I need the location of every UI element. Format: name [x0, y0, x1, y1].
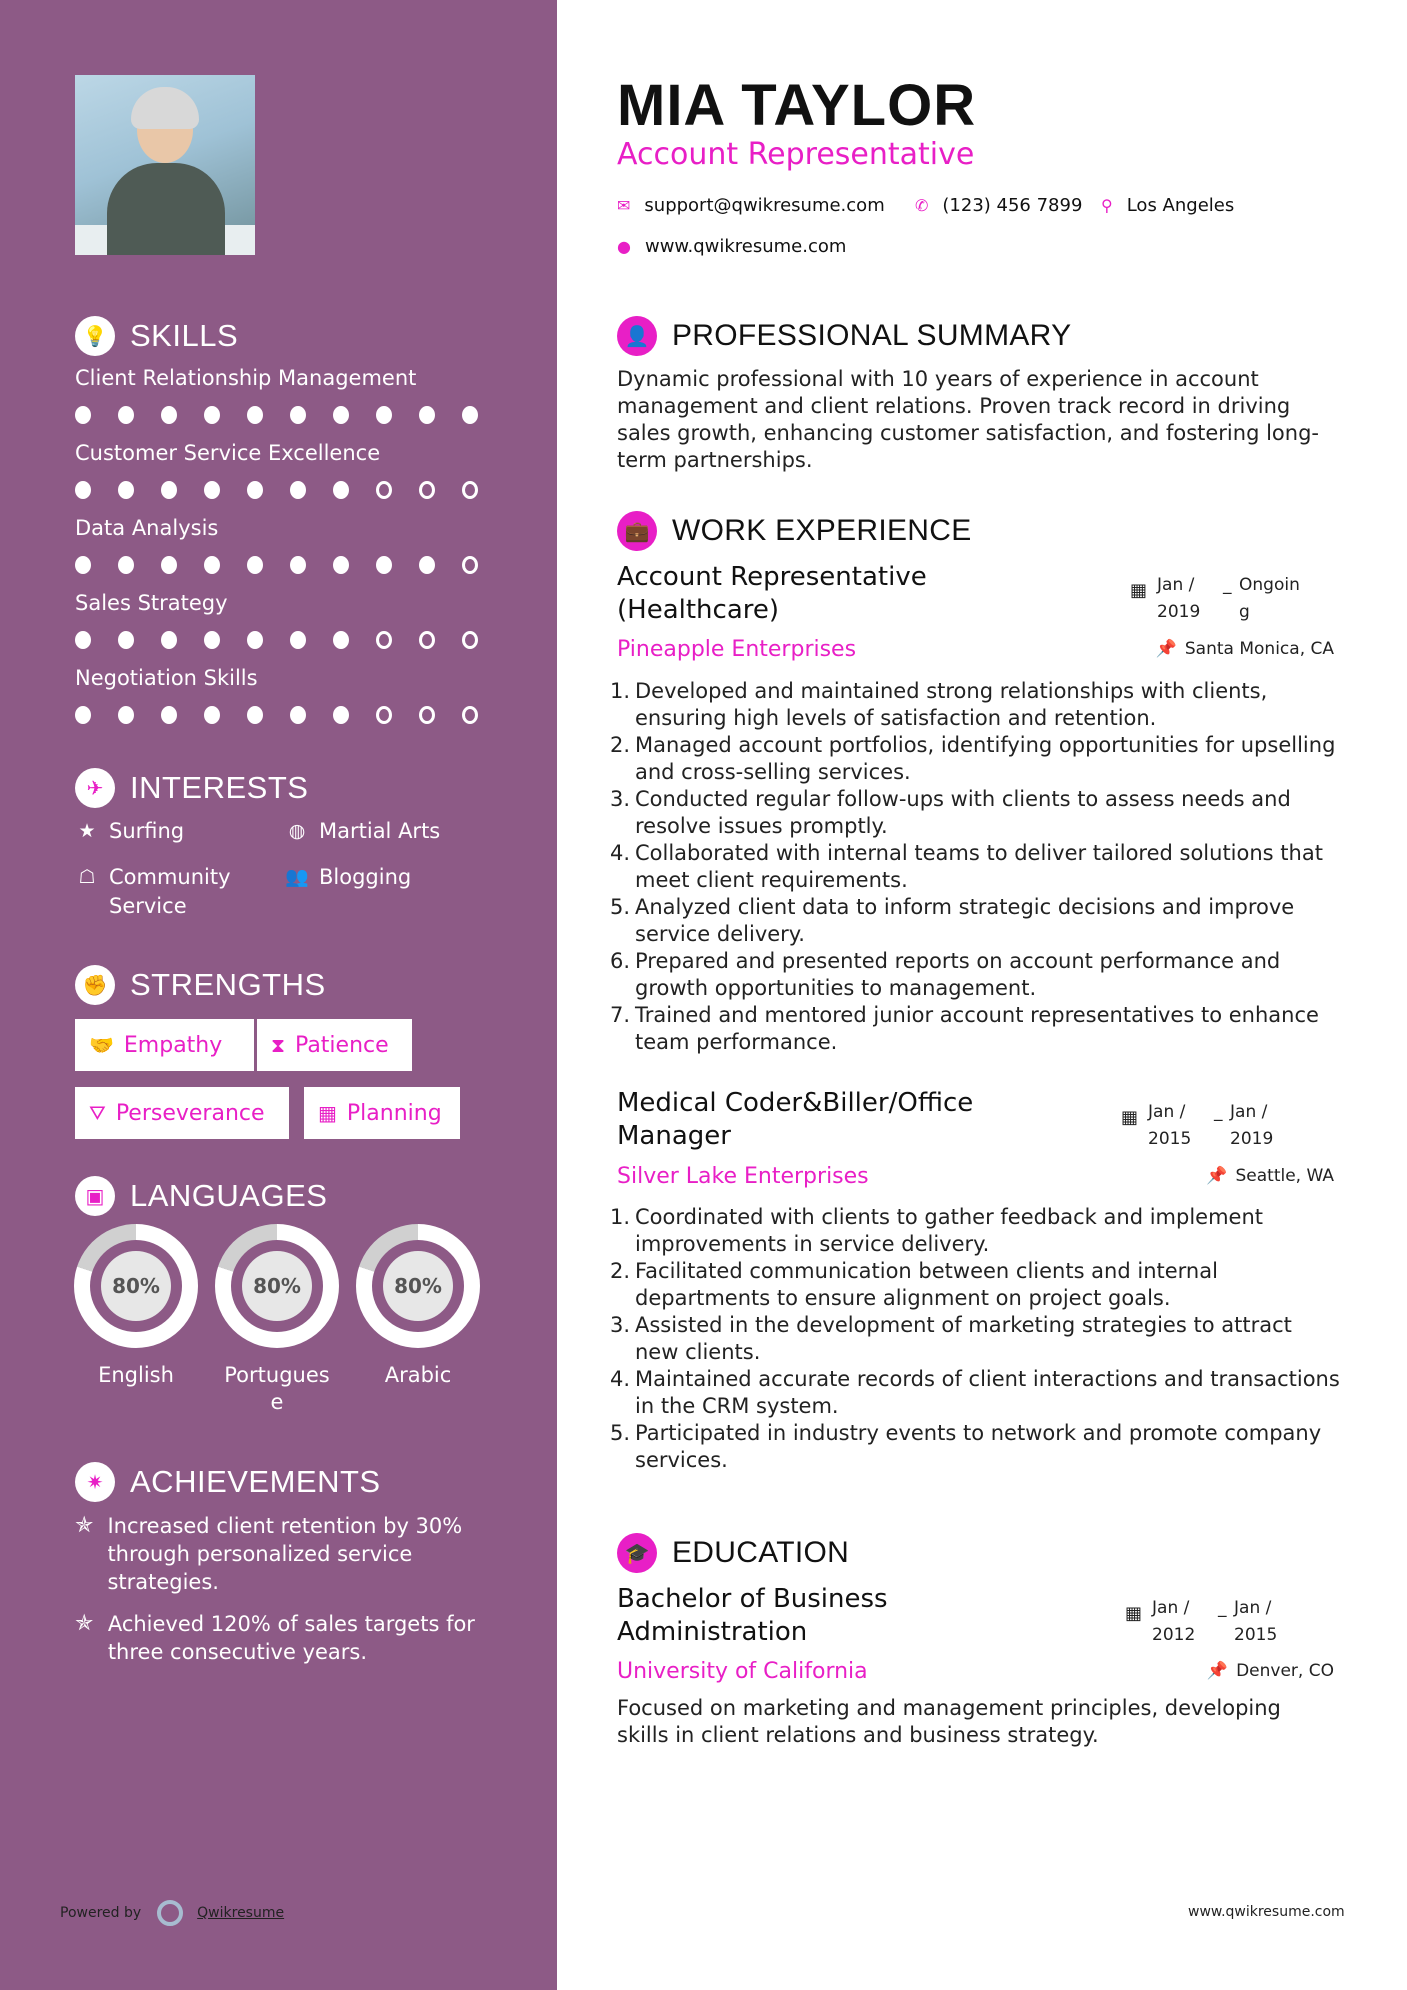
achievements-heading: ✷ ACHIEVEMENTS: [75, 1462, 381, 1502]
calendar-icon: ▦: [318, 1101, 337, 1125]
skill-item: Client Relationship Management: [75, 366, 505, 424]
list-item: 5. Analyzed client data to inform strategic decisions and improve service delivery.: [610, 895, 1295, 946]
school-name: University of California: [617, 1659, 868, 1684]
profile-photo: [75, 75, 255, 255]
language-progress-ring: 80%: [215, 1224, 339, 1348]
star-icon: ★: [78, 820, 96, 842]
summary-text: Dynamic professional with 10 years of experience in account management and client relations. Proven track record in driving sales growth, enhancing customer satisfaction, and fostering long-term partnerships.: [617, 367, 1319, 472]
job-location: 📌 Santa Monica, CA: [1155, 639, 1334, 659]
rating-dot: [419, 556, 435, 574]
strength-badge: ⛛ Perseverance: [75, 1087, 289, 1139]
rating-dot: [290, 631, 306, 649]
rating-dot: [204, 481, 220, 499]
handshake-icon: ☖: [78, 866, 96, 888]
rating-dot: [462, 481, 478, 499]
rating-dot: [419, 706, 435, 724]
strengths-heading: ✊ STRENGTHS: [75, 965, 326, 1005]
rating-dot: [118, 481, 134, 499]
pushpin-icon: 📌: [1206, 1166, 1228, 1186]
rating-dot: [204, 631, 220, 649]
list-item: 3. Assisted in the development of marketing strategies to attract new clients.: [610, 1313, 1292, 1364]
rating-dot: [161, 706, 177, 724]
strength-badge: ⧗ Patience: [257, 1019, 412, 1071]
experience-heading: 💼 WORK EXPERIENCE: [617, 511, 972, 551]
education-heading: 🎓 EDUCATION: [617, 1533, 849, 1573]
rating-dot: [118, 631, 134, 649]
skill-rating: [75, 706, 505, 724]
rating-dot: [161, 556, 177, 574]
skill-rating: [75, 556, 505, 574]
language-item: [356, 1224, 480, 1389]
paper-plane-icon: ✈: [75, 768, 115, 808]
rating-dot: [118, 406, 134, 424]
rating-dot: [161, 481, 177, 499]
star-burst-icon: ✯: [75, 1611, 94, 1636]
rating-dot: [333, 481, 349, 499]
footer-website[interactable]: www.qwikresume.com: [1188, 1904, 1345, 1920]
star-burst-icon: ✯: [75, 1513, 94, 1538]
language-name: Arabic: [384, 1363, 452, 1387]
road-icon: ⛛: [89, 1101, 106, 1125]
rating-dot: [376, 481, 392, 499]
rating-dot: [75, 481, 91, 499]
list-item: 2. Facilitated communication between clients and internal departments to ensure alignment on project goals.: [610, 1259, 1218, 1310]
rating-dot: [462, 556, 478, 574]
rating-dot: [290, 556, 306, 574]
rating-dot: [419, 481, 435, 499]
rating-dot: [247, 556, 263, 574]
achievement-item: ✯ Achieved 120% of sales targets for three consecutive years.: [75, 1611, 475, 1664]
list-item: 1. Developed and maintained strong relationships with clients, ensuring high levels of satisfaction and retention.: [610, 679, 1268, 730]
rating-dot: [333, 631, 349, 649]
user-icon: 👤: [617, 316, 657, 356]
interest-item: ☖ Community Service: [75, 863, 231, 921]
language-progress-ring: 80%: [356, 1224, 480, 1348]
job-dates: ▦ Jan / 2015 _ Jan / 2019: [1121, 1099, 1290, 1153]
education-text: Focused on marketing and management principles, developing skills in client relations and business strategy.: [617, 1696, 1281, 1747]
list-item: 6. Prepared and presented reports on account performance and growth opportunities to management.: [610, 949, 1281, 1000]
list-item: 4. Maintained accurate records of client interactions and transactions in the CRM system.: [610, 1367, 1340, 1418]
brand-link[interactable]: Qwikresume: [197, 1905, 285, 1921]
rating-dot: [376, 631, 392, 649]
language-card-icon: ▣: [75, 1176, 115, 1216]
achievement-item: ✯ Increased client retention by 30% through personalized service strategies.: [75, 1513, 463, 1594]
interest-item: ★ Surfing: [75, 817, 184, 846]
sidebar: [0, 0, 557, 1990]
globe-icon: ◍: [288, 820, 306, 842]
calendar-icon: ▦: [1121, 1107, 1139, 1128]
list-item: 7. Trained and mentored junior account representatives to enhance team performance.: [610, 1003, 1319, 1054]
summary-heading: 👤 PROFESSIONAL SUMMARY: [617, 316, 1071, 356]
rating-dot: [247, 631, 263, 649]
company-name: Pineapple Enterprises: [617, 637, 857, 662]
language-progress-ring: 80%: [74, 1224, 198, 1348]
interests-heading: ✈ INTERESTS: [75, 768, 308, 808]
rating-dot: [462, 706, 478, 724]
rating-dot: [290, 706, 306, 724]
language-item: [74, 1224, 198, 1389]
interest-item: ◍ Martial Arts: [285, 817, 440, 846]
contact-location: ⚲ Los Angeles: [1101, 195, 1235, 216]
rating-dot: [204, 556, 220, 574]
skills-heading: 💡 SKILLS: [75, 316, 238, 356]
skill-item: Customer Service Excellence: [75, 441, 505, 499]
skill-item: Negotiation Skills: [75, 666, 505, 724]
rating-dot: [333, 706, 349, 724]
phone-icon: ✆: [915, 196, 929, 215]
rating-dot: [247, 706, 263, 724]
rating-dot: [376, 556, 392, 574]
candidate-title: Account Representative: [617, 137, 975, 172]
users-icon: 👥: [285, 866, 309, 888]
strength-badge: ▦ Planning: [304, 1087, 460, 1139]
rating-dot: [462, 631, 478, 649]
lightbulb-icon: 💡: [75, 316, 115, 356]
hourglass-icon: ⧗: [271, 1033, 286, 1057]
briefcase-icon: 💼: [617, 511, 657, 551]
rating-dot: [118, 556, 134, 574]
list-item: 5. Participated in industry events to network and promote company services.: [610, 1421, 1322, 1472]
rating-dot: [376, 706, 392, 724]
list-item: 2. Managed account portfolios, identifying opportunities for upselling and cross-selling services.: [610, 733, 1336, 784]
language-item: [215, 1224, 339, 1416]
rating-dot: [290, 406, 306, 424]
rating-dot: [75, 406, 91, 424]
handshake-icon: 🤝: [89, 1033, 114, 1057]
interest-item: 👥 Blogging: [285, 863, 411, 892]
map-pin-icon: ⚲: [1101, 196, 1113, 215]
envelope-icon: ✉: [617, 196, 631, 215]
pushpin-icon: 📌: [1206, 1661, 1229, 1681]
calendar-icon: ▦: [1130, 580, 1148, 601]
skill-item: Data Analysis: [75, 516, 505, 574]
pushpin-icon: 📌: [1155, 639, 1177, 659]
rating-dot: [75, 631, 91, 649]
job-responsibilities: [610, 678, 1340, 1056]
calendar-icon: ▦: [1125, 1603, 1143, 1624]
candidate-name: MIA TAYLOR: [617, 73, 977, 138]
job-location: 📌 Seattle, WA: [1206, 1166, 1334, 1186]
rating-dot: [204, 406, 220, 424]
star-burst-icon: ✷: [75, 1462, 115, 1502]
list-item: 3. Conducted regular follow-ups with clients to assess needs and resolve issues promptly.: [610, 787, 1291, 838]
rating-dot: [462, 406, 478, 424]
rating-dot: [290, 481, 306, 499]
job-responsibilities: [610, 1204, 1340, 1474]
rating-dot: [161, 406, 177, 424]
rating-dot: [204, 706, 220, 724]
language-name: English: [98, 1363, 174, 1387]
contact-website[interactable]: ● www.qwikresume.com: [617, 236, 847, 257]
skill-rating: [75, 406, 505, 424]
rating-dot: [161, 631, 177, 649]
job-title: Account Representative (Healthcare): [617, 562, 927, 625]
degree-title: Bachelor of Business Administration: [617, 1584, 888, 1647]
skill-rating: [75, 481, 505, 499]
job-dates: ▦ Jan / 2019 _ Ongoin g: [1130, 572, 1299, 626]
powered-by: Powered by Qwikresume: [60, 1900, 284, 1926]
skill-rating: [75, 631, 505, 649]
skill-item: Sales Strategy: [75, 591, 505, 649]
list-item: 4. Collaborated with internal teams to deliver tailored solutions that meet client requirements.: [610, 841, 1323, 892]
rating-dot: [419, 631, 435, 649]
strength-badge: 🤝 Empathy: [75, 1019, 254, 1071]
company-name: Silver Lake Enterprises: [617, 1164, 869, 1189]
globe-icon: ●: [617, 237, 631, 256]
languages-heading: ▣ LANGUAGES: [75, 1176, 327, 1216]
rating-dot: [419, 406, 435, 424]
contact-email[interactable]: ✉ support@qwikresume.com: [617, 195, 885, 216]
education-dates: ▦ Jan / 2012 _ Jan / 2015: [1125, 1595, 1294, 1649]
rating-dot: [75, 706, 91, 724]
graduate-icon: 🎓: [617, 1533, 657, 1573]
rating-dot: [247, 481, 263, 499]
language-name: Portugues e: [224, 1363, 330, 1414]
rating-dot: [118, 706, 134, 724]
rating-dot: [333, 556, 349, 574]
education-location: 📌 Denver, CO: [1206, 1661, 1334, 1681]
rating-dot: [247, 406, 263, 424]
qwikresume-logo-icon: [157, 1900, 183, 1926]
job-title: Medical Coder&Biller/Office Manager: [617, 1088, 974, 1151]
rating-dot: [75, 556, 91, 574]
contact-phone[interactable]: ✆ (123) 456 7899: [915, 195, 1083, 216]
list-item: 1. Coordinated with clients to gather feedback and implement improvements in service delivery.: [610, 1205, 1264, 1256]
fist-icon: ✊: [75, 965, 115, 1005]
rating-dot: [376, 406, 392, 424]
rating-dot: [333, 406, 349, 424]
